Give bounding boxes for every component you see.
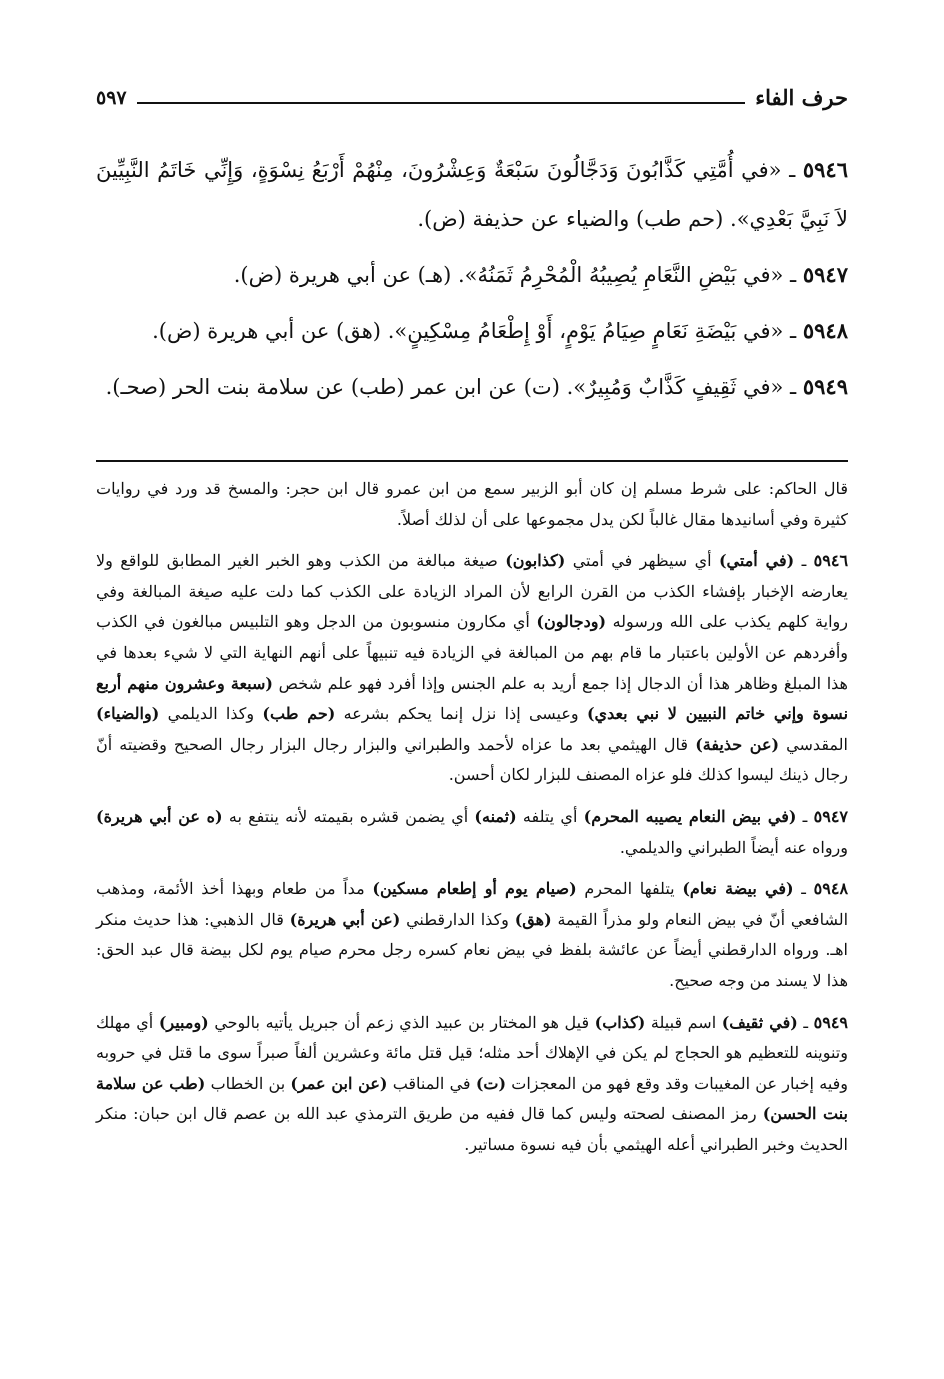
quoted-segment: (في ثقيف) bbox=[721, 1012, 798, 1032]
header-rule bbox=[137, 102, 746, 104]
hadith-text: «في ثَقِيفٍ كَذَّابٌ وَمُبِيرٌ». bbox=[566, 375, 784, 399]
hadith-text: «في بَيْضَةِ نَعَامٍ صِيَامُ يَوْمٍ، أَوْ إِطْعَامُ مِسْكِينٍ». bbox=[387, 319, 784, 343]
quoted-segment: (كذابون) bbox=[505, 551, 566, 571]
quoted-segment: (في بيض النعام يصيبه المحرم) bbox=[583, 806, 797, 826]
hadith-text: «في أُمَّتِي كَذَّابُونَ وَدَجَّالُونَ سَبْعَةٌ وَعِشْرُونَ، مِنْهُمْ أَرْبَعُ نِسْوَةٍ، وَإِنِّي خَاتَمُ النَّبِيِّينَ لاَ نَبِيَّ بَعْدِي». bbox=[96, 158, 848, 231]
hadith-number: ٥٩٤٩ bbox=[802, 374, 848, 399]
chapter-title: حرف الفاء bbox=[755, 85, 848, 110]
quoted-segment: (في بيضة نعام) bbox=[682, 879, 794, 899]
commentary-number: ٥٩٤٨ bbox=[813, 879, 849, 899]
hadith-number: ٥٩٤٧ bbox=[802, 262, 848, 287]
commentary-5947: ٥٩٤٧ ـ (في بيض النعام يصيبه المحرم) أي يتلفه (ثمنه) أي يضمن قشره بقيمته لأنه ينتفع به (ه عن أبي هريرة) ورواه عنه أيضاً الطبراني والديلمي. bbox=[96, 806, 848, 857]
quoted-segment: (ت) bbox=[475, 1073, 507, 1093]
commentary-text: ورواه عنه أيضاً الطبراني والديلمي. bbox=[619, 837, 848, 857]
commentary-text: صيغة مبالغة من الكذب وهو الخبر الغير المطابق للواقع ولا يعارضه الإخبار بإفشاء الكذب من القرن الرابع لأن المراد الزيادة على الكذب كما دلت عليه صيغة المبالغة وفي رواية كلهم يكذب على الله ورسوله bbox=[96, 551, 848, 632]
quoted-segment: (ثمنه) bbox=[474, 806, 517, 826]
hadith-number: ٥٩٤٦ bbox=[802, 157, 848, 182]
hadith-5946: ٥٩٤٦ ـ «في أُمَّتِي كَذَّابُونَ وَدَجَّالُونَ سَبْعَةٌ وَعِشْرُونَ، مِنْهُمْ أَرْبَعُ نِسْوَةٍ، وَإِنِّي خَاتَمُ النَّبِيِّينَ لاَ نَبِيَّ بَعْدِي». (حم طب) والضياء عن حذيفة (ض). bbox=[96, 157, 848, 231]
quoted-segment: (ومبير) bbox=[158, 1012, 209, 1032]
hadith-list bbox=[96, 145, 848, 418]
footnote-separator bbox=[96, 460, 848, 462]
commentary-text: قال الهيثمي بعد ما عزاه لأحمد والطبراني والبزار رجال البزار رجال الصحيح وقضيته أنّ رجال ذينك ليسوا كذلك فلو عزاه المصنف للبزار لكان أحسن. bbox=[96, 734, 848, 785]
quoted-segment: (ودجالون) bbox=[536, 612, 607, 632]
commentary-5948: ٥٩٤٨ ـ (في بيضة نعام) يتلفها المحرم (صيام يوم أو إطعام مسكين) مداً من طعام وبهذا أخذ الأئمة، ومذهب الشافعي أنّ في بيض النعام ولو مذراً القيمة (هق) وكذا الدارقطني (عن أبي هريرة) قال الذهبي: هذا حديث منكر اهـ. ورواه الدارقطني أيضاً عن عائشة بلفظ في بيض نعام كسره رجل محرم صيام يوم لكل بيضة قال عبد الحق: هذا لا يسند من وجه صحيح. bbox=[96, 879, 849, 990]
commentary-text: اسم قبيلة bbox=[650, 1012, 717, 1032]
commentary-text: أي مهلك وتنوينه للتعظيم هو الحجاج لم يكن في الإهلاك أحد مثله؛ قيل قتل مائة وعشرين ألفاً صبراً سوى ما قتل في حروبه وفيه إخبار عن المغيبات وقد وقع فهو من المعجزات bbox=[96, 1012, 849, 1093]
running-header bbox=[96, 82, 848, 110]
commentary-text: قال الذهبي: هذا حديث منكر اهـ. ورواه الدارقطني أيضاً عن عائشة بلفظ في بيض نعام كسره رجل محرم صيام يوم لكل بيضة قال عبد الحق: هذا لا يسند من وجه صحيح. bbox=[96, 909, 849, 990]
commentary-text: مداً من طعام وبهذا أخذ الأئمة، ومذهب الشافعي أنّ في بيض النعام ولو مذراً القيمة bbox=[96, 879, 849, 929]
quoted-segment: (عن ابن عمر) bbox=[290, 1073, 388, 1093]
quoted-segment: (عن حذيفة) bbox=[695, 734, 780, 754]
commentary-text: أي سيظهر في أمتي bbox=[572, 551, 712, 571]
commentary bbox=[96, 474, 848, 1171]
commentary-text: قيل هو المختار بن عبيد الذي زعم أن جبريل يأتيه بالوحي bbox=[214, 1012, 590, 1032]
commentary-text: أي مكارون منسوبون من الدجل وهو التلبيس مبالغون في الكذب وأفردهم عن الأولين باعتبار ما قام بهم من المبالغة في الزيادة فيه تنبيهاً على أنهم النهاية التي لا شيء بعدها في هذا المبلغ وظاهر هذا أن الدجال إذا جمع أريد به علم الجنس وإذا أفرد فهو علم شخص bbox=[96, 612, 848, 693]
commentary-intro: قال الحاكم: على شرط مسلم إن كان أبو الزبير سمع من ابن عمرو قال ابن حجر: والمسخ قد ورد في روايات كثيرة وفي أسانيدها مقال غالباً لكن يدل مجموعها على أن لذلك أصلاً. bbox=[96, 479, 849, 529]
commentary-text: في المناقب bbox=[392, 1073, 471, 1093]
quoted-segment: (طب عن سلامة بنت الحسن) bbox=[96, 1073, 849, 1124]
commentary-number: ٥٩٤٩ bbox=[813, 1012, 849, 1032]
commentary-number: ٥٩٤٧ bbox=[813, 806, 848, 826]
commentary-text: المقدسي bbox=[786, 734, 848, 754]
page-number: ٥٩٧ bbox=[96, 87, 127, 109]
commentary-text: أي يضمن قشره بقيمته لأنه ينتفع به bbox=[228, 806, 469, 826]
commentary-5946: ٥٩٤٦ ـ (في أمتي) أي سيظهر في أمتي (كذابون) صيغة مبالغة من الكذب وهو الخبر الغير المطابق للواقع ولا يعارضه الإخبار بإفشاء الكذب من القرن الرابع لأن المراد الزيادة على الكذب كما دلت عليه صيغة المبالغة وفي رواية كلهم يكذب على الله ورسوله (ودجالون) أي مكارون منسوبون من الدجل وهو التلبيس مبالغون في الكذب وأفردهم عن الأولين باعتبار ما قام بهم من المبالغة في الزيادة فيه تنبيهاً على أنهم النهاية التي لا شيء بعدها في هذا المبلغ وظاهر هذا أن الدجال إذا جمع أريد به علم الجنس وإذا أفرد فهو علم شخص (سبعة وعشرون منهم أربع نسوة وإني خاتم النبيين لا نبي بعدي) وعيسى إذا نزل إنما يحكم بشرعه (حم طب) وكذا الديلمي (والضياء) المقدسي (عن حذيفة) قال الهيثمي بعد ما عزاه لأحمد والطبراني والبزار رجال البزار رجال الصحيح وقضيته أنّ رجال ذينك ليسوا كذلك فلو عزاه المصنف للبزار لكان أحسن. bbox=[96, 551, 849, 785]
quoted-segment: (هق) bbox=[514, 909, 552, 929]
hadith-5949: ٥٩٤٩ ـ «في ثَقِيفٍ كَذَّابٌ وَمُبِيرٌ». (ت) عن ابن عمر (طب) عن سلامة بنت الحر (صحـ). bbox=[105, 374, 848, 399]
quoted-segment: (حم طب) bbox=[262, 704, 336, 724]
commentary-5949: ٥٩٤٩ ـ (في ثقيف) اسم قبيلة (كذاب) قيل هو المختار بن عبيد الذي زعم أن جبريل يأتيه بالوحي (ومبير) أي مهلك وتنوينه للتعظيم هو الحجاج لم يكن في الإهلاك أحد مثله؛ قيل قتل مائة وعشرين ألفاً صبراً سوى ما قتل في حروبه وفيه إخبار عن المغيبات وقد وقع فهو من المعجزات (ت) في المناقب (عن ابن عمر) بن الخطاب (طب عن سلامة بنت الحسن) رمز المصنف لصحته وليس كما قال ففيه من طريق الترمذي عبد الله بن عصم قال ابن حبان: منكر الحديث وخبر الطبراني أعله الهيثمي بأن فيه نسوة مساتير. bbox=[96, 1012, 849, 1154]
hadith-source: (ت) عن ابن عمر (طب) عن سلامة بنت الحر (صحـ). bbox=[105, 375, 560, 399]
hadith-text: «في بَيْضِ النَّعَامِ يُصِيبُهُ الْمُحْرِمُ ثَمَنُهُ». bbox=[457, 263, 784, 287]
hadith-source: (هـ) عن أبي هريرة (ض). bbox=[233, 263, 452, 287]
hadith-number: ٥٩٤٨ bbox=[802, 318, 848, 343]
commentary-number: ٥٩٤٦ bbox=[813, 551, 849, 571]
quoted-segment: (ه عن أبي هريرة) bbox=[96, 806, 223, 826]
commentary-text: رمز المصنف لصحته وليس كما قال ففيه من طريق الترمذي عبد الله بن عصم قال ابن حبان: منكر الحديث وخبر الطبراني أعله الهيثمي بأن فيه نسوة مساتير. bbox=[96, 1104, 848, 1154]
quoted-segment: (سبعة وعشرون منهم أربع نسوة وإني خاتم النبيين لا نبي بعدي) bbox=[96, 673, 849, 724]
hadith-source: (هق) عن أبي هريرة (ض). bbox=[152, 319, 381, 343]
commentary-text: وكذا الديلمي bbox=[167, 704, 255, 724]
hadith-5947: ٥٩٤٧ ـ «في بَيْضِ النَّعَامِ يُصِيبُهُ الْمُحْرِمُ ثَمَنُهُ». (هـ) عن أبي هريرة (ض). bbox=[233, 262, 848, 287]
commentary-text: يتلفها المحرم bbox=[584, 879, 675, 899]
commentary-text: وعيسى إذا نزل إنما يحكم بشرعه bbox=[343, 704, 579, 724]
hadith-source: (حم طب) والضياء عن حذيفة (ض). bbox=[417, 207, 724, 231]
quoted-segment: (صيام يوم أو إطعام مسكين) bbox=[372, 879, 577, 899]
hadith-5948: ٥٩٤٨ ـ «في بَيْضَةِ نَعَامٍ صِيَامُ يَوْمٍ، أَوْ إِطْعَامُ مِسْكِينٍ». (هق) عن أبي هريرة (ض). bbox=[152, 318, 848, 343]
quoted-segment: (كذاب) bbox=[594, 1012, 646, 1032]
commentary-text: بن الخطاب bbox=[210, 1073, 286, 1093]
commentary-text: وكذا الدارقطني bbox=[406, 909, 509, 929]
quoted-segment: (والضياء) bbox=[96, 704, 160, 724]
quoted-segment: (عن أبي هريرة) bbox=[289, 909, 401, 929]
quoted-segment: (في أمتي) bbox=[718, 551, 795, 571]
commentary-text: أي يتلفه bbox=[522, 806, 578, 826]
